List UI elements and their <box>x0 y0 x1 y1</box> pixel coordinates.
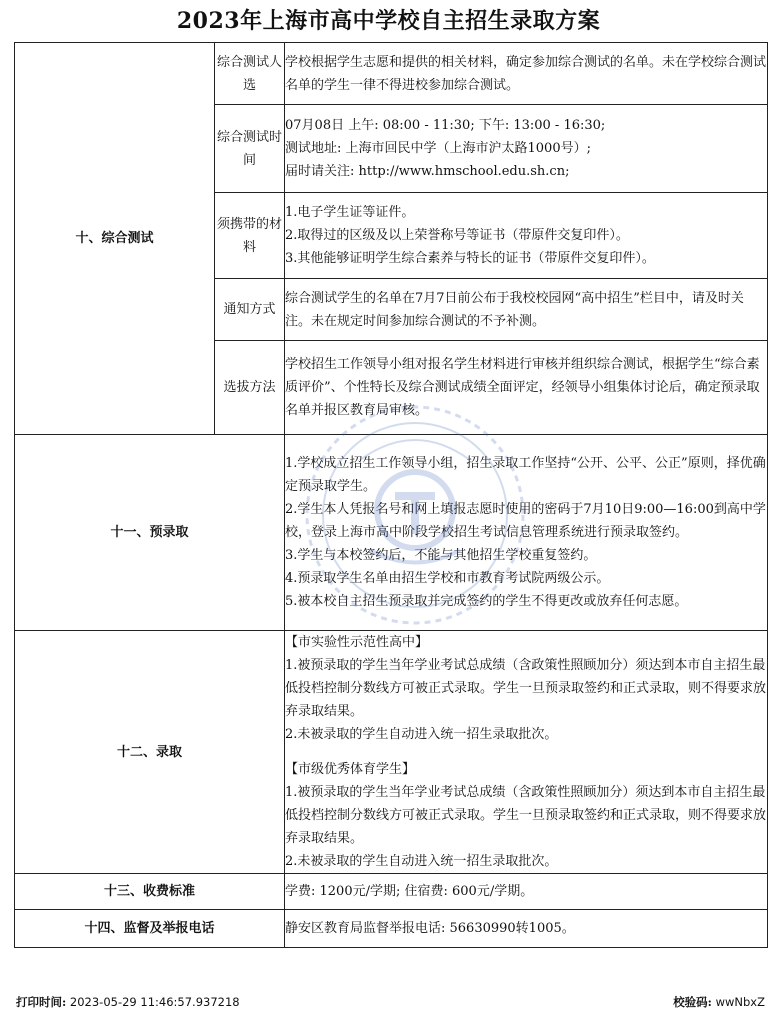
text-line: 届时请关注: http://www.hmschool.edu.sh.cn; <box>285 164 570 179</box>
text-line: 3.学生与本校签约后，不能与其他招生学校重复签约。 <box>285 548 597 563</box>
sub-label: 综合测试时间 <box>215 105 285 193</box>
verify-code-value: wwNbxZ <box>715 995 765 1009</box>
sub-label: 选拔方法 <box>215 341 285 435</box>
print-time <box>16 994 240 1010</box>
text-line: 2.未被录取的学生自动进入统一招生录取批次。 <box>285 854 558 869</box>
sub-label: 通知方式 <box>215 279 285 341</box>
verify-code-label: 校验码: <box>673 995 712 1009</box>
table-row <box>15 631 768 874</box>
text-line: 综合测试学生的名单在7月7日前公布于我校校园网“高中招生”栏目中，请及时关注。未在规定时间参加综合测试的不予补测。 <box>285 290 744 329</box>
spacer <box>285 746 767 758</box>
print-time-value: 2023-05-29 11:46:57.937218 <box>69 995 240 1009</box>
group-title: 【市级优秀体育学生】 <box>285 762 416 777</box>
cell-content <box>285 341 768 435</box>
cell-content: 学费: 1200元/学期; 住宿费: 600元/学期。 <box>285 874 768 910</box>
text-line: 1.电子学生证等证件。 <box>285 205 415 220</box>
text-line: 1.被预录取的学生当年学业考试总成绩（含政策性照顾加分）须达到本市自主招生最低投档控制分数线方可被正式录取。学生一旦预录取签约和正式录取，则不得要求放弃录取结果。 <box>285 785 767 846</box>
cell-content <box>285 279 768 341</box>
text-line: 2.学生本人凭报名号和网上填报志愿时使用的密码于7月10日9:00—16:00到高中学校，登录上海市高中阶段学校招生考试信息管理系统进行预录取签约。 <box>285 502 766 540</box>
text-line: 1.学校成立招生工作领导小组，招生录取工作坚持“公开、公平、公正”原则，择优确定预录取学生。 <box>285 456 766 494</box>
text-line: 1.被预录取的学生当年学业考试总成绩（含政策性照顾加分）须达到本市自主招生最低投档控制分数线方可被正式录取。学生一旦预录取签约和正式录取，则不得要求放弃录取结果。 <box>285 658 767 719</box>
sub-label: 综合测试人选 <box>215 43 285 105</box>
text-line: 2.取得过的区级及以上荣誉称号等证书（带原件交复印件）。 <box>285 228 629 243</box>
table-row <box>15 435 768 631</box>
print-time-label: 打印时间: <box>16 995 67 1009</box>
verify-code <box>673 994 765 1010</box>
cell-content: 静安区教育局监督举报电话: 56630990转1005。 <box>285 910 768 948</box>
cell-content <box>285 631 768 874</box>
section-label-11: 十一、预录取 <box>15 435 285 631</box>
text-line: 5.被本校自主招生预录取并完成签约的学生不得更改或放弃任何志愿。 <box>285 594 688 609</box>
section-label-10: 十、综合测试 <box>15 43 215 435</box>
table-row <box>15 874 768 910</box>
table-row <box>15 43 768 105</box>
page-title: 2023年上海市高中学校自主招生录取方案 <box>176 8 601 34</box>
text-line: 3.其他能够证明学生综合素养与特长的证书（带原件交复印件）。 <box>285 251 655 266</box>
text-line: 2.未被录取的学生自动进入统一招生录取批次。 <box>285 727 558 742</box>
cell-content <box>285 435 768 631</box>
section-label-13: 十三、收费标准 <box>15 874 285 910</box>
section-label-14: 十四、监督及举报电话 <box>15 910 285 948</box>
text-line: 4.预录取学生名单由招生学校和市教育考试院两级公示。 <box>285 571 610 586</box>
text-line: 学校招生工作领导小组对报名学生材料进行审核并组织综合测试，根据学生“综合素质评价”、个性特长及综合测试成绩全面评定，经领导小组集体讨论后，确定预录取名单并报区教育局审核。 <box>285 357 760 418</box>
table-row <box>15 910 768 948</box>
admission-table <box>14 42 768 948</box>
text-line: 学校根据学生志愿和提供的相关材料，确定参加综合测试的名单。未在学校综合测试名单的学生一律不得进校参加综合测试。 <box>285 54 767 93</box>
cell-content <box>285 43 768 105</box>
sub-label: 须携带的材料 <box>215 193 285 279</box>
text-line: 07月08日 上午: 08:00 - 11:30; 下午: 13:00 - 16:30; <box>285 118 606 133</box>
section-label-12: 十二、录取 <box>15 631 285 874</box>
group-title: 【市实验性示范性高中】 <box>285 635 429 650</box>
cell-content <box>285 105 768 193</box>
cell-content <box>285 193 768 279</box>
text-line: 测试地址: 上海市回民中学（上海市沪太路1000号）; <box>285 141 591 156</box>
